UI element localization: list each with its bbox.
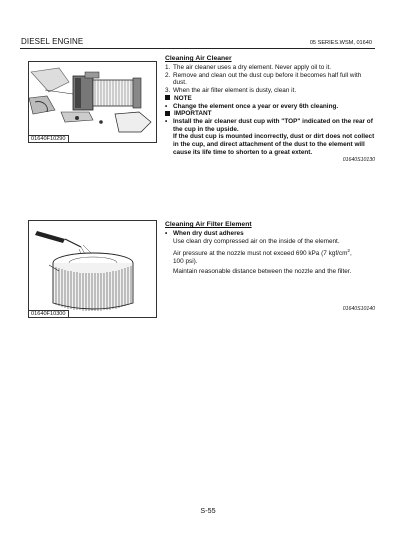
section-cleaning-air-filter-element	[165, 221, 375, 276]
page-number: S-55	[200, 506, 216, 515]
instruction-line: Use clean dry compressed air on the inside of the element.	[173, 237, 340, 245]
condition-bullet: • When dry dust adheres	[165, 230, 244, 237]
compressed-air-cleaning-illustration	[29, 221, 156, 317]
header-divider	[20, 48, 375, 49]
text-reference-code: 01640S10130	[342, 157, 375, 164]
step-item: 2. Remove and clean out the dust cup before it becomes half full with dust.	[165, 71, 362, 87]
important-continuation: If the dust cup is mounted incorrectly, dust or dirt does not collect in the cup, and direct attachment of the dust to the element will cause its life time to shorten to a great extent.	[173, 133, 375, 156]
note-heading: NOTE	[165, 95, 375, 103]
pressure-spec: Air pressure at the nozzle must not exceed 690 kPa (7 kgf/$cm^2$,	[173, 248, 352, 258]
important-heading: IMPORTANT	[165, 110, 375, 118]
instruction-line: Maintain reasonable distance between the nozzle and the filter.	[173, 267, 352, 275]
figure-caption: 01640F10290	[29, 135, 69, 142]
important-bullet: • Install the air cleaner dust cup with "TOP" indicated on the rear of the cup in the upside.	[165, 117, 373, 133]
bullet-icon: •	[165, 230, 168, 237]
bullet-icon: •	[165, 102, 168, 110]
figure-caption: 01640F10300	[29, 310, 69, 317]
air-cleaner-figure	[28, 61, 157, 143]
important-marker-icon	[165, 111, 170, 116]
step-item: 3. When the air filter element is dusty, clean it.	[165, 87, 297, 95]
air-cleaner-illustration	[29, 62, 156, 142]
section-cleaning-air-cleaner	[165, 55, 375, 163]
note-bullet: • Change the element once a year or every 6th cleaning.	[165, 102, 339, 110]
note-marker-icon	[165, 95, 170, 100]
step-item: 1. The air cleaner uses a dry element. Never apply oil to it.	[165, 64, 332, 71]
filter-element-pleats	[93, 80, 133, 106]
section-title: Cleaning Air Cleaner	[165, 55, 232, 62]
bullet-icon: •	[165, 117, 168, 125]
section-title: Cleaning Air Filter Element	[165, 221, 252, 228]
manual-reference: 05 SERIES.WSM, 01640	[309, 40, 372, 46]
pressure-spec-cont: 100 psi).	[173, 258, 198, 266]
filter-element-figure	[28, 220, 157, 318]
manual-section-title: DIESEL ENGINE	[21, 37, 84, 46]
text-reference-code: 01640S10140	[342, 306, 375, 312]
